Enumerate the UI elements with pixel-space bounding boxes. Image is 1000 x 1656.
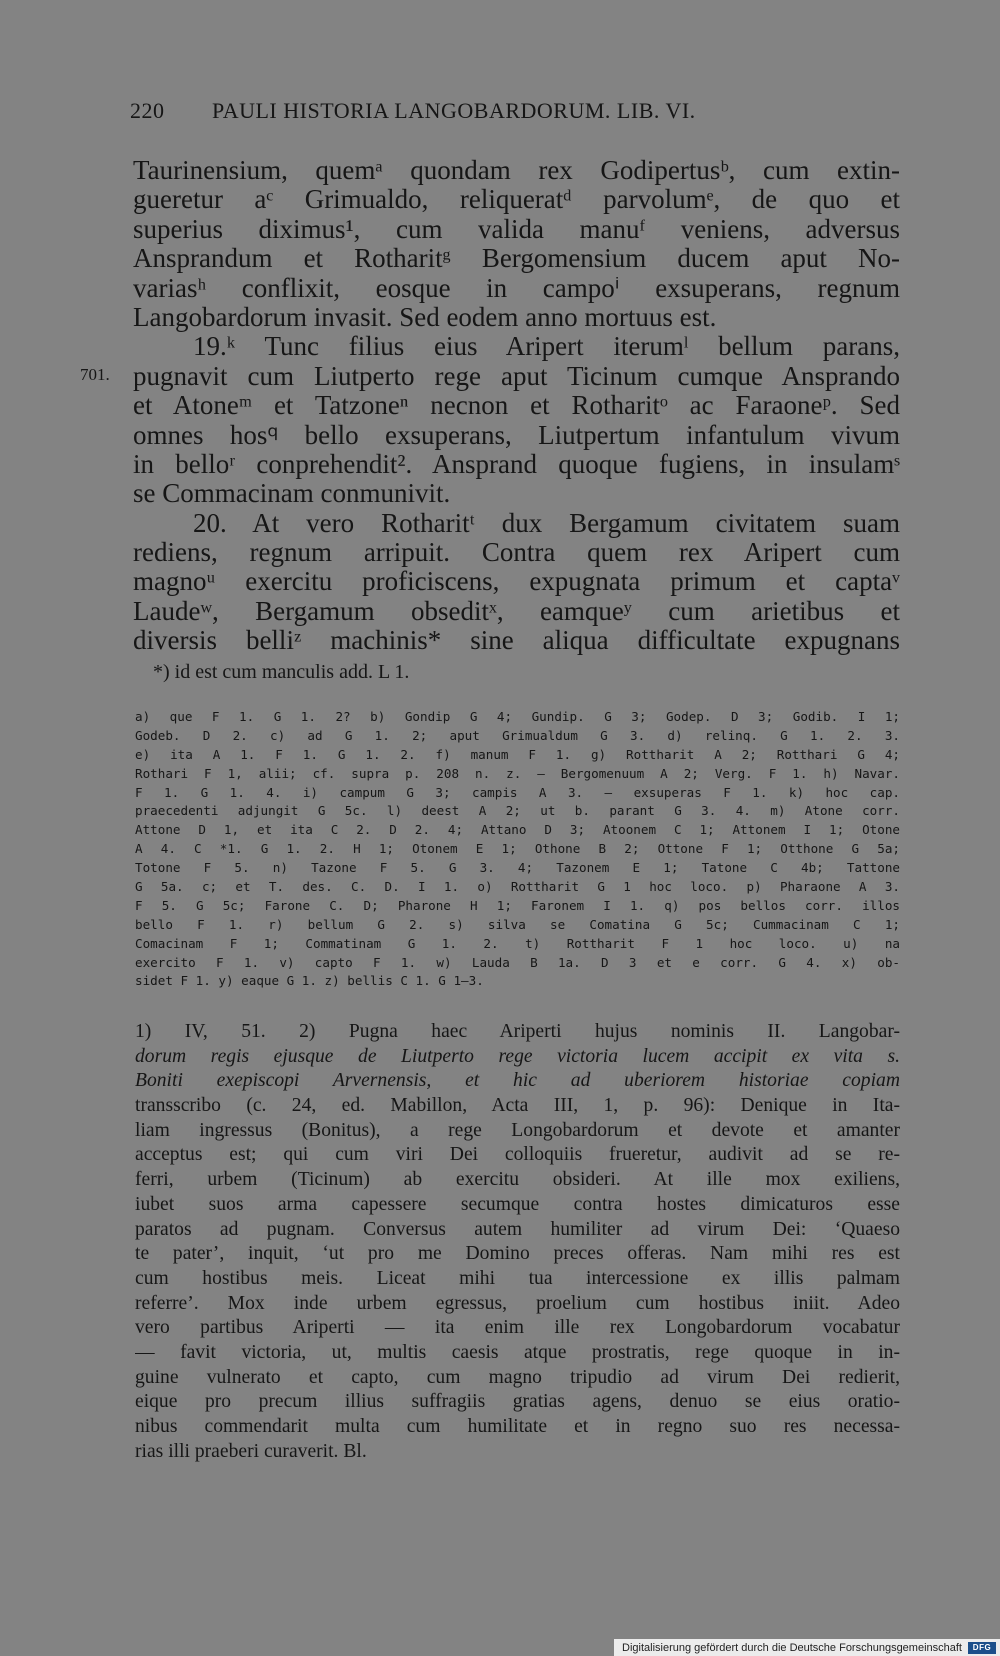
page-number: 220 xyxy=(130,98,165,123)
commentary-line: eique pro precum illius suffragiis gratias agens, denuo se eius oratio- xyxy=(135,1391,900,1413)
main-line: Laudeʷ, Bergamum obseditˣ, eamqueʸ cum arietibus et xyxy=(133,596,900,626)
apparatus-line: Attone D 1, et ita C 2. D 2. 4; Attano D 3; Atoonem C 1; Attonem I 1; Otone xyxy=(135,822,900,838)
running-title: PAULI HISTORIA LANGOBARDORUM. LIB. VI. xyxy=(212,98,696,123)
main-line: rediens, regnum arripuit. Contra quem rex Aripert cum xyxy=(133,538,900,568)
main-line: pugnavit cum Liutperto rege aput Ticinum cumque Ansprando xyxy=(133,361,900,391)
apparatus-line: Totone F 5. n) Tazone F 5. G 3. 4; Tazonem E 1; Tatone C 4b; Tattone xyxy=(135,860,900,876)
commentary-line: vero partibus Ariperti — ita enim ille rex Longobardorum vocabatur xyxy=(135,1317,900,1339)
commentary-line: guine vulnerato et capto, cum magno tripudio ad virum Dei redierit, xyxy=(135,1366,900,1388)
dfg-logo-icon: DFG xyxy=(968,1642,996,1654)
margin-year: 701. xyxy=(80,365,110,384)
apparatus-line: A 4. C *1. G 1. 2. H 1; Otonem E 1; Othone B 2; Ottone F 1; Otthone G 5a; xyxy=(135,841,900,857)
main-line: 19.ᵏ Tunc filius eius Aripert iterumˡ bellum parans, xyxy=(193,332,900,362)
main-line: Langobardorum invasit. Sed eodem anno mortuus est. xyxy=(133,302,717,332)
commentary-line: Boniti exepiscopi Arvernensis, et hic ad uberiorem historiae copiam xyxy=(135,1070,900,1092)
commentary-line: dorum regis ejusque de Liutperto rege victoria lucem accipit ex vita s. xyxy=(135,1045,900,1067)
commentary-line: rias illi praeberi curaverit. Bl. xyxy=(135,1440,367,1462)
apparatus-line: a) que F 1. G 1. 2? b) Gondip G 4; Gundip. G 3; Godep. D 3; Godib. I 1; xyxy=(135,709,900,724)
commentary-line: acceptus est; qui cum viri Dei colloquiis frueretur, audivit ad se re- xyxy=(135,1144,900,1166)
apparatus-line: bello F 1. r) bellum G 2. s) silva se Comatina G 5c; Cummacinam C 1; xyxy=(135,916,900,932)
credit-text: Digitalisierung gefördert durch die Deutsche Forschungsgemeinschaft xyxy=(622,1641,962,1654)
commentary-line: referre’. Mox inde urbem egressus, proelium cum hostibus iniit. Adeo xyxy=(135,1292,900,1314)
main-line: et Atoneᵐ et Tatzoneⁿ necnon et Rotharitᵒ ac Faraoneᵖ. Sed xyxy=(133,391,900,421)
commentary-line: cum hostibus meis. Liceat mihi tua intercessione ex illis palmam xyxy=(135,1267,900,1289)
main-line: gueretur aᶜ Grimualdo, reliqueratᵈ parvolumᵉ, de quo et xyxy=(133,185,900,215)
commentary-line: ferri, urbem (Ticinum) ab exercitu obsideri. At ille mox exiliens, xyxy=(135,1169,900,1191)
apparatus-line: Rothari F 1, alii; cf. supra p. 208 n. z. — Bergomenuum A 2; Verg. F 1. h) Navar. xyxy=(135,765,900,781)
apparatus-line: e) ita A 1. F 1. G 1. 2. f) manum F 1. g) Rottharit A 2; Rotthari G 4; xyxy=(135,746,900,762)
main-line: omnes hos𐞥 bello exsuperans, Liutpertum infantulum vivum xyxy=(133,420,900,450)
apparatus-line: Godeb. D 2. c) ad G 1. 2; aput Grimualdum G 3. d) relinq. G 1. 2. 3. xyxy=(135,727,900,743)
main-line: variasʰ conflixit, eosque in campoⁱ exsuperans, regnum xyxy=(133,273,900,303)
apparatus-line: sidet F 1. y) eaque G 1. z) bellis C 1. G 1—3. xyxy=(135,973,484,989)
digitization-credit-bar xyxy=(614,1639,1000,1656)
main-line: Ansprandum et Rotharitᵍ Bergomensium ducem aput No- xyxy=(133,244,900,274)
commentary-line: te pater’, inquit, ‘ut pro me Domino preces offeras. Nam mihi res est xyxy=(135,1243,900,1265)
commentary-line: liam ingressus (Bonitus), a rege Longobardorum et devote et amanter xyxy=(135,1119,900,1141)
commentary-line: — favit victoria, ut, multis caesis atque prostratis, rege quoque in in- xyxy=(135,1341,900,1363)
apparatus-line: Comacinam F 1; Commatinam G 1. 2. t) Rottharit F 1 hoc loco. u) na xyxy=(135,935,900,951)
star-footnote: *) id est cum manculis add. L 1. xyxy=(153,661,410,683)
apparatus-line: F 5. G 5c; Farone C. D; Pharone H 1; Faronem I 1. q) pos bellos corr. illos xyxy=(135,897,900,913)
apparatus-line: F 1. G 1. 4. i) campum G 3; campis A 3. — exsuperas F 1. k) hoc cap. xyxy=(135,784,900,800)
apparatus-line: G 5a. c; et T. des. C. D. I 1. o) Rottharit G 1 hoc loco. p) Pharaone A 3. xyxy=(135,879,900,895)
apparatus-line: praecedenti adjungit G 5c. l) deest A 2; ut b. parant G 3. 4. m) Atone corr. xyxy=(135,803,900,819)
main-text xyxy=(133,156,900,656)
commentary-line: 1) IV, 51. 2) Pugna haec Ariperti hujus nominis II. Langobar- xyxy=(135,1021,900,1042)
commentary-line: iubet suos arma capessere secumque contra hostes dimicaturos esse xyxy=(135,1193,900,1215)
critical-apparatus xyxy=(135,708,900,991)
commentary-notes xyxy=(135,1020,900,1464)
running-header xyxy=(130,98,830,124)
main-line: se Commacinam conmunivit. xyxy=(133,479,451,509)
apparatus-line: exercito F 1. v) capto F 1. w) Lauda B 1a. D 3 et e corr. G 4. x) ob- xyxy=(135,954,900,970)
main-line: in belloʳ conprehendit². Ansprand quoque fugiens, in insulamˢ xyxy=(133,449,900,479)
commentary-line: paratos ad pugnam. Conversus autem humiliter ad virum Dei: ‘Quaeso xyxy=(135,1218,900,1240)
main-line: diversis belliᶻ machinis* sine aliqua difficultate expugnans xyxy=(133,626,900,656)
main-line: 20. At vero Rotharitᵗ dux Bergamum civitatem suam xyxy=(193,508,900,538)
main-line: magnoᵘ exercitu proficiscens, expugnata primum et captaᵛ xyxy=(133,567,900,597)
main-line: Taurinensium, quemᵃ quondam rex Godipertusᵇ, cum extin- xyxy=(133,156,900,185)
commentary-line: transscribo (c. 24, ed. Mabillon, Acta III, 1, p. 96): Denique in Ita- xyxy=(135,1095,900,1117)
commentary-line: nibus commendarit multa cum humilitate et in regno suo res necessa- xyxy=(135,1416,900,1437)
main-line: superius diximus¹, cum valida manuᶠ veniens, adversus xyxy=(133,214,900,244)
